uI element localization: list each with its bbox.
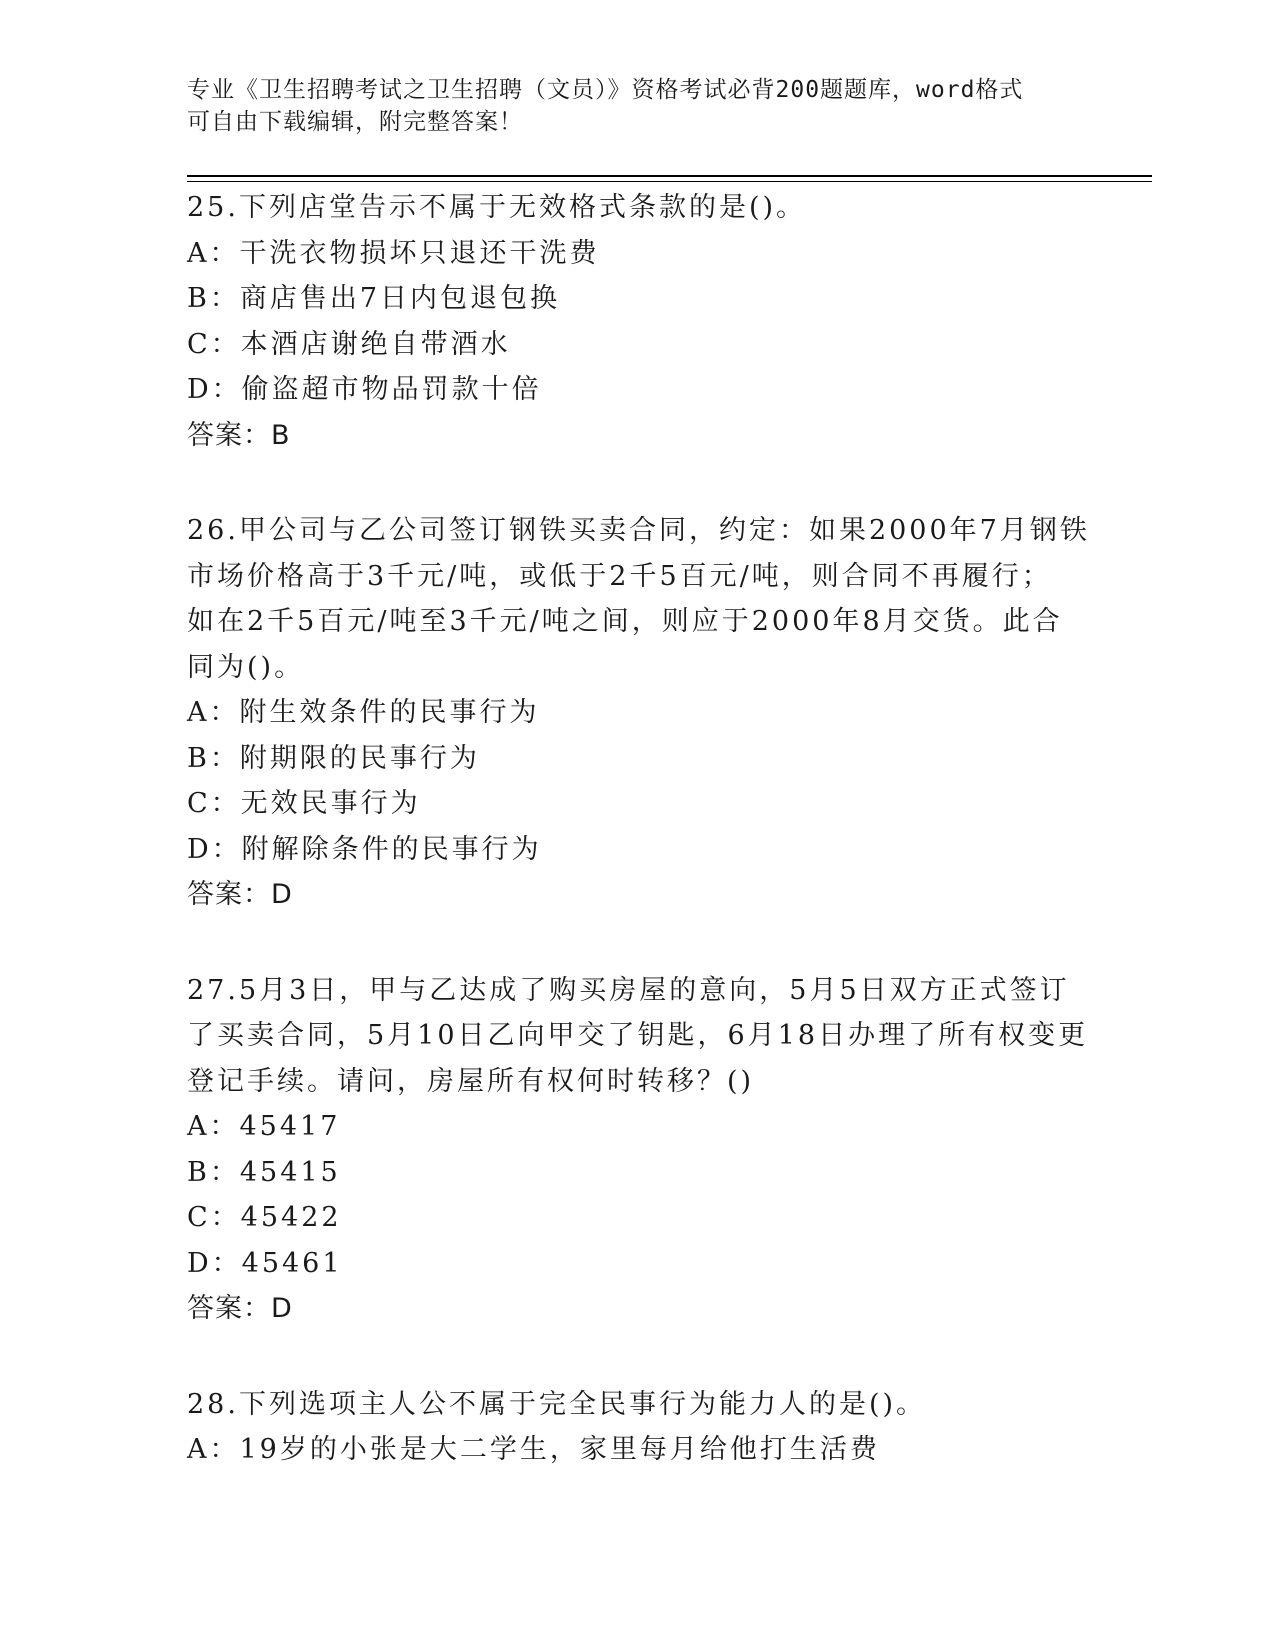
answer-option: B：商店售出7日内包退包换 (187, 283, 561, 314)
header-line-1: 专业《卫生招聘考试之卫生招聘（文员）》资格考试必背200题题库，word格式 (187, 77, 1024, 103)
question-stem-line: 26.甲公司与乙公司签订钢铁买卖合同，约定：如果2000年7月钢铁 (187, 515, 1090, 546)
header-divider-thick (187, 175, 1152, 177)
answer-option: D：附解除条件的民事行为 (187, 833, 542, 865)
answer-option: C：本酒店谢绝自带酒水 (187, 328, 511, 360)
answer-option: A：干洗衣物损坏只退还干洗费 (187, 237, 600, 269)
question-block (187, 968, 1087, 1332)
answer-key: 答案：D (187, 1293, 293, 1324)
question-block (187, 1382, 1087, 1473)
question-block (187, 508, 1090, 918)
question-stem-line: 25.下列店堂告示不属于无效格式条款的是()。 (187, 192, 807, 223)
question-list (187, 185, 1090, 1523)
answer-option: A：附生效条件的民事行为 (187, 697, 540, 728)
question-stem-line: 如在2千5百元/吨至3千元/吨之间，则应于2000年8月交货。此合 (187, 606, 1063, 637)
header-line-2: 可自由下载编辑，附完整答案！ (187, 109, 523, 135)
answer-option: D：45461 (187, 1247, 343, 1279)
question-stem-line: 了买卖合同，5月10日乙向甲交了钥匙，6月18日办理了所有权变更 (187, 1020, 1089, 1051)
document-header (187, 74, 1067, 138)
answer-option: B：附期限的民事行为 (187, 742, 480, 774)
answer-option: A：19岁的小张是大二学生，家里每月给他打生活费 (187, 1434, 880, 1465)
answer-key: 答案：B (187, 419, 291, 451)
answer-key: 答案：D (187, 879, 293, 910)
header-divider-thin (187, 181, 1152, 182)
answer-option: B：45415 (187, 1156, 341, 1188)
answer-option: D：偷盗超市物品罚款十倍 (187, 374, 542, 405)
answer-option: A：45417 (187, 1111, 341, 1142)
question-stem-line: 登记手续。请问，房屋所有权何时转移？() (187, 1065, 755, 1097)
question-stem-line: 同为()。 (187, 651, 305, 683)
answer-option: C：45422 (187, 1202, 342, 1233)
answer-option: C：无效民事行为 (187, 788, 421, 819)
question-stem-line: 27.5月3日，甲与乙达成了购买房屋的意向，5月5日双方正式签订 (187, 974, 1070, 1006)
question-stem-line: 28.下列选项主人公不属于完全民事行为能力人的是()。 (187, 1388, 927, 1420)
question-block (187, 185, 1087, 458)
question-stem-line: 市场价格高于3千元/吨，或低于2千5百元/吨，则合同不再履行； (187, 560, 1052, 592)
